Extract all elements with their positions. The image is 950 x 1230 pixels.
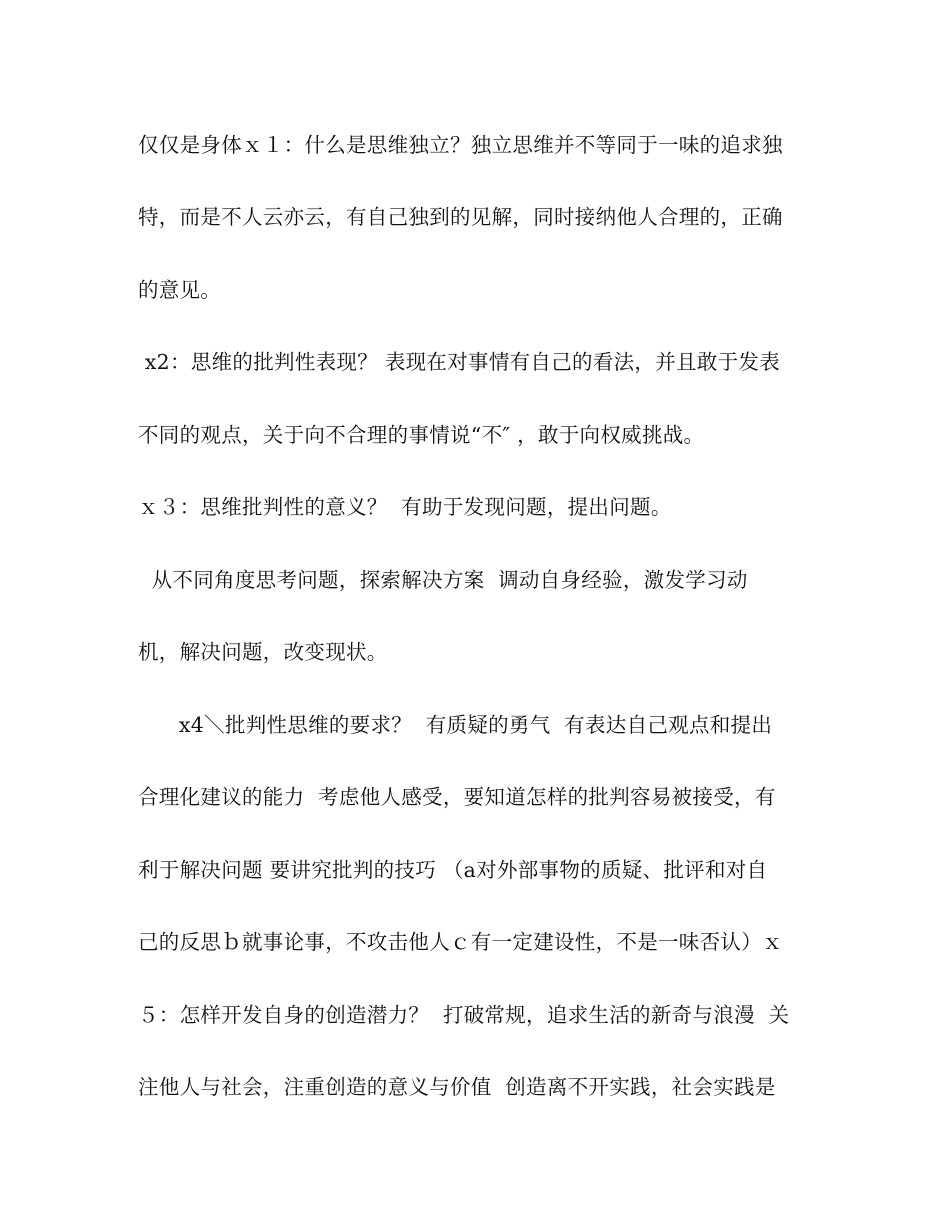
text-line: 己的反思ｂ就事论事，不攻击他人ｃ有一定建设性，不是一味否认）ｘ <box>138 930 783 954</box>
text-line: ｘ３：思维批判性的意义？ 有助于发现问题，提出问题。 <box>138 495 672 519</box>
text-line: 不同的观点，关于向不合理的事情说“不″ ，敢于向权威挑战。 <box>138 423 705 447</box>
text-line: 的意见。 <box>138 278 222 302</box>
text-line: 从不同角度思考问题，探索解决方案 调动自身经验，激发学习动 <box>138 568 748 592</box>
text-line: ５：怎样开发自身的创造潜力？ 打破常规，追求生活的新奇与浪漫 关 <box>138 1003 790 1027</box>
text-line: 机，解决问题，改变现状。 <box>138 640 388 664</box>
text-line: 仅仅是身体ｘ１：什么是思维独立？独立思维并不等同于一味的追求独 <box>138 133 783 157</box>
text-line: x2：思维的批判性表现？ 表现在对事情有自己的看法，并且敢于发表 <box>138 350 781 374</box>
text-line: 利于解决问题 要讲究批判的技巧 （a对外部事物的质疑、批评和对自 <box>138 858 768 882</box>
text-line: 合理化建议的能力 考虑他人感受，要知道怎样的批判容易被接受，有 <box>138 785 776 809</box>
text-line: 特，而是不人云亦云，有自己独到的见解，同时接纳他人合理的，正确 <box>138 205 783 229</box>
text-line: x4＼批判性思维的要求？ 有质疑的勇气 有表达自己观点和提出 <box>138 713 773 737</box>
text-line: 注他人与社会，注重创造的意义与价值 创造离不开实践，社会实践是 <box>138 1075 776 1099</box>
